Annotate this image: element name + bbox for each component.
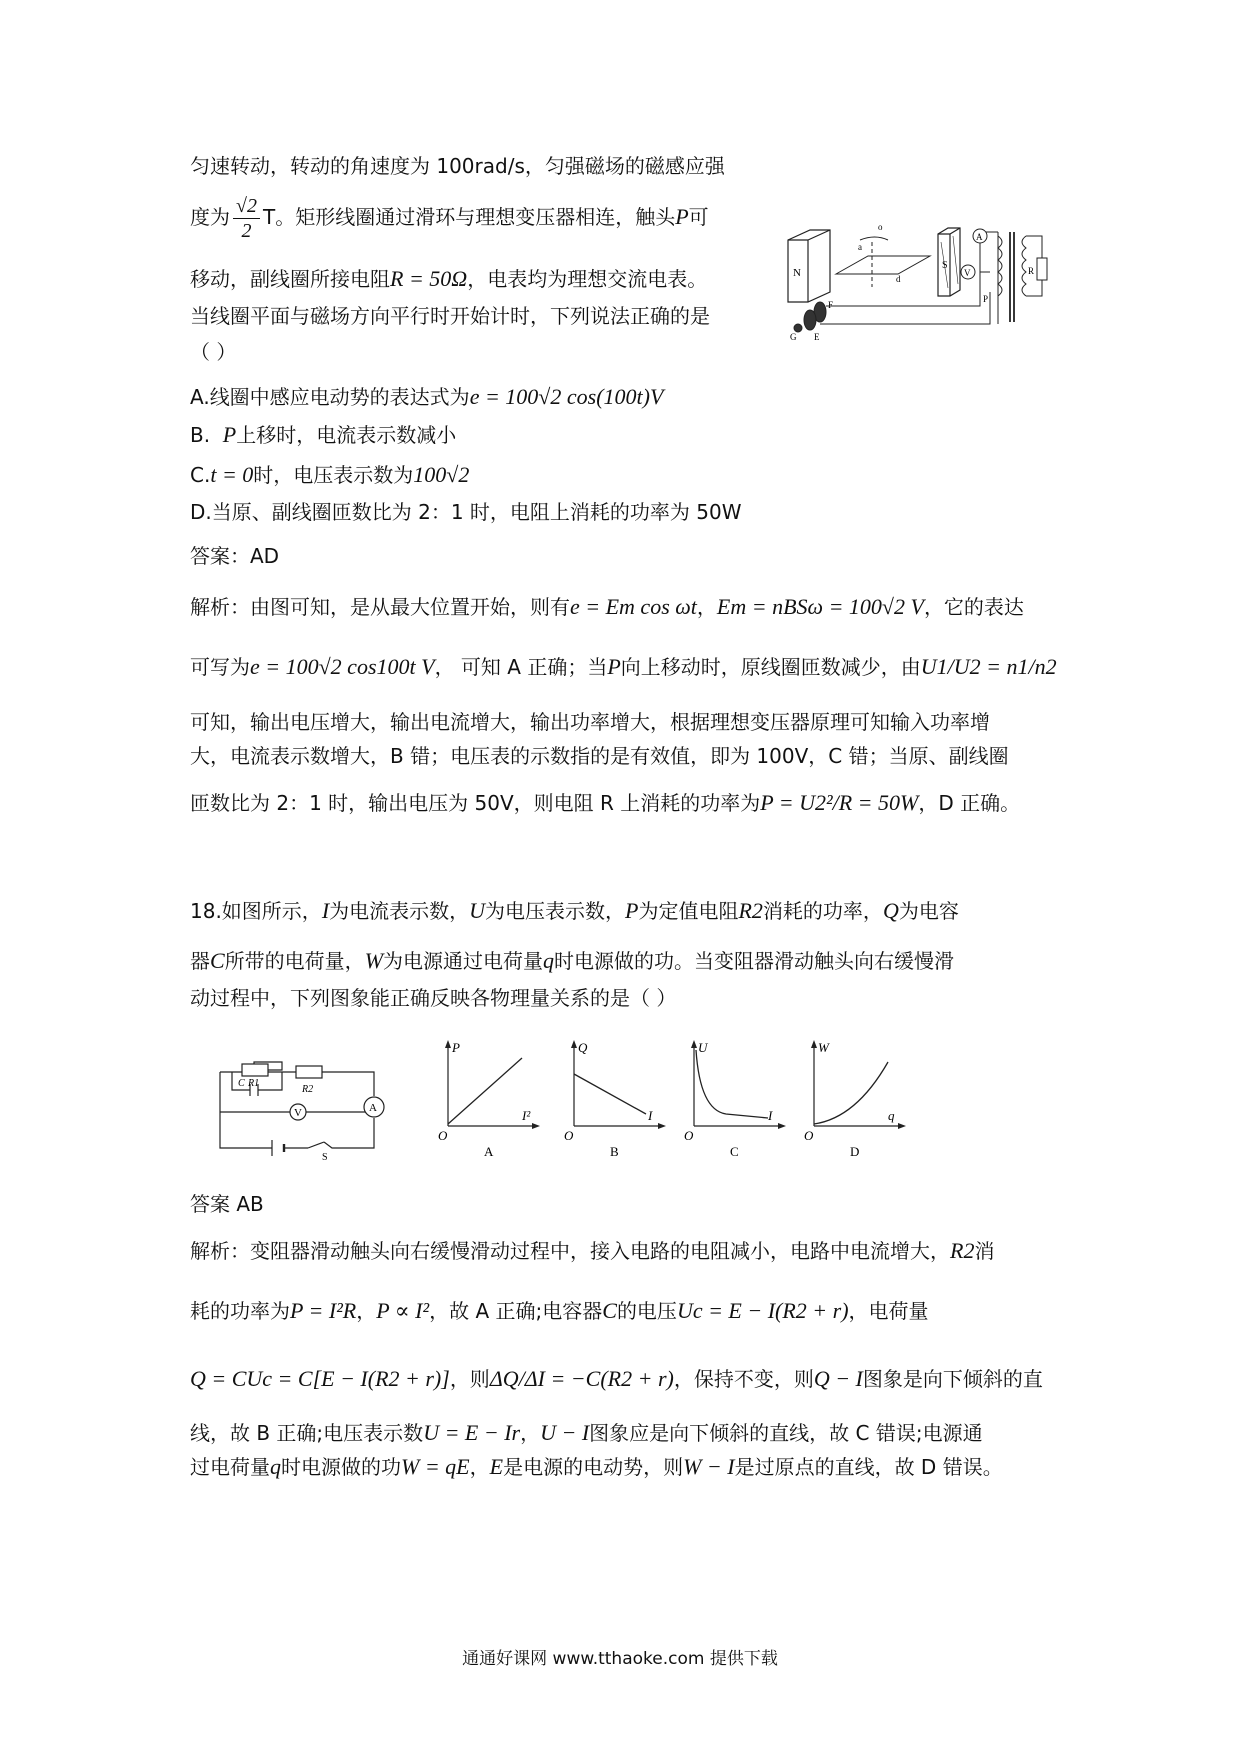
fig-label-V: V bbox=[964, 268, 971, 278]
q18-l2-a: 器 bbox=[190, 949, 210, 973]
q17-exp5-post: ，D 正确。 bbox=[918, 791, 1021, 815]
q18-l1-a: 18.如图所示， bbox=[190, 899, 322, 923]
q17-option-a-expr: e = 100√2 cos(100t)V bbox=[469, 384, 664, 409]
slip-rings bbox=[794, 302, 826, 332]
q18-e4-b: ， bbox=[520, 1421, 541, 1445]
graph-y-arrow bbox=[571, 1040, 577, 1048]
q18-l1-e: 消耗的功率， bbox=[762, 899, 883, 923]
q17-b-fraction bbox=[233, 196, 260, 241]
q18-circuit-figure bbox=[212, 1050, 392, 1163]
fig-label-P: P bbox=[983, 294, 989, 304]
q17-option-b bbox=[190, 424, 456, 446]
q18-e2-eq1: P = I²R bbox=[290, 1298, 357, 1323]
q17-option-b-label: B. bbox=[190, 423, 211, 447]
graph-y-arrow bbox=[811, 1040, 817, 1048]
q17-option-c-val: 100√2 bbox=[413, 462, 470, 487]
q18-l1-R2: R2 bbox=[738, 898, 763, 923]
q18-e5-b: 时电源做的功 bbox=[281, 1455, 401, 1479]
q18-l1-P: P bbox=[625, 898, 639, 923]
q18-explanation-2 bbox=[190, 1300, 929, 1322]
q18-e2-eq2: P ∝ I² bbox=[376, 1298, 430, 1323]
q18-e5-e: 是过原点的直线，故 D 错误。 bbox=[734, 1455, 1003, 1479]
q18-explanation-4 bbox=[190, 1422, 983, 1444]
q18-answer: 答案 AB bbox=[190, 1192, 264, 1216]
q18-label-V: V bbox=[294, 1107, 302, 1119]
q17-line1: 匀速转动，转动的角速度为 100rad/s，匀强磁场的磁感应强 bbox=[190, 154, 725, 178]
graph-x-arrow bbox=[658, 1123, 666, 1129]
q17-exp1-pre: 解析：由图可知，是从最大位置开始，则有 bbox=[190, 595, 570, 619]
q18-e3-eq1: Q = CUc = C[E − I(R2 + r)] bbox=[190, 1366, 450, 1391]
q17-generator-transformer-figure bbox=[780, 212, 1060, 342]
q18-e5-d: 是电源的电动势，则 bbox=[503, 1455, 684, 1479]
q17-line3-R: R = 50Ω bbox=[390, 266, 468, 291]
graph-option-label: C bbox=[730, 1144, 739, 1159]
graph-origin-label: O bbox=[564, 1128, 574, 1143]
q17-line5: （ ） bbox=[190, 340, 237, 364]
q18-e2-C: C bbox=[602, 1298, 617, 1323]
q17-option-b-P: P bbox=[222, 422, 237, 447]
q18-e1-a: 解析：变阻器滑动触头向右缓慢滑动过程中，接入电路的电阻减小，电路中电流增大， bbox=[190, 1239, 950, 1263]
q17-line3 bbox=[190, 268, 707, 290]
q18-label-S: S bbox=[322, 1152, 328, 1163]
q18-e4-eq2: U − I bbox=[540, 1420, 590, 1445]
q17-line4: 当线圈平面与磁场方向平行时开始计时，下列说法正确的是 bbox=[190, 304, 710, 328]
q17-line2 bbox=[190, 196, 709, 241]
q18-l1-f: 为电容 bbox=[898, 899, 959, 923]
graph-curve bbox=[574, 1074, 646, 1114]
fig-label-d: d bbox=[896, 274, 901, 284]
q18-line2 bbox=[190, 950, 954, 972]
q17-option-c-pre: C. bbox=[190, 463, 211, 487]
fig-label-E: E bbox=[814, 332, 820, 342]
graph-option-label: A bbox=[484, 1144, 494, 1159]
q18-label-A: A bbox=[369, 1102, 377, 1114]
graph-x-arrow bbox=[778, 1123, 786, 1129]
q18-e1-R2: R2 bbox=[950, 1238, 975, 1263]
q18-e4-c: 图象应是向下倾斜的直线，故 C 错误;电源通 bbox=[589, 1421, 983, 1445]
q17-explanation-2 bbox=[190, 656, 1057, 678]
q17-frac-num: √2 bbox=[233, 196, 260, 219]
q18-l2-c: 为电源通过电荷量 bbox=[383, 949, 544, 973]
fig-label-S: S bbox=[942, 260, 948, 271]
q18-e3-eq2: ΔQ/ΔI = −C(R2 + r) bbox=[489, 1366, 674, 1391]
q17-explanation-5 bbox=[190, 792, 1020, 814]
q18-e3-b: ，保持不变，则 bbox=[673, 1367, 814, 1391]
q18-e1-b: 消 bbox=[974, 1239, 995, 1263]
q17-exp2-P: P bbox=[607, 654, 621, 679]
transformer-icon bbox=[998, 232, 1047, 322]
q17-exp2-pre: 可写为 bbox=[190, 655, 250, 679]
graph-option-label: B bbox=[610, 1144, 619, 1159]
q17-option-c-post: 时，电压表示数为 bbox=[253, 463, 414, 487]
q18-explanation-3 bbox=[190, 1368, 1043, 1390]
q18-l1-c: 为电压表示数， bbox=[485, 899, 626, 923]
graph-y-label: U bbox=[698, 1040, 708, 1055]
graph-y-label: Q bbox=[578, 1040, 588, 1055]
q18-l2-C: C bbox=[210, 948, 225, 973]
page-footer: 通通好课网 www.tthaoke.com 提供下载 bbox=[462, 1649, 778, 1669]
graph-x-arrow bbox=[898, 1123, 906, 1129]
q18-label-R1: R1 bbox=[248, 1078, 260, 1089]
q17-exp5-pre: 匝数比为 2：1 时，输出电压为 50V，则电阻 R 上消耗的功率为 bbox=[190, 791, 761, 815]
graph-c bbox=[686, 1040, 796, 1160]
q17-exp2-frac: U1/U2 = n1/n2 bbox=[920, 654, 1057, 679]
q18-e4-eq1: U = E − Ir bbox=[423, 1420, 521, 1445]
graph-x-label: q bbox=[888, 1108, 895, 1123]
fig-label-G: G bbox=[790, 332, 797, 342]
q18-e4-a: 线，故 B 正确;电压表示数 bbox=[190, 1421, 424, 1445]
graph-origin-label: O bbox=[804, 1128, 814, 1143]
q17-line2-post: T。矩形线圈通过滑环与理想变压器相连，触头 bbox=[262, 205, 676, 229]
q18-explanation-1 bbox=[190, 1240, 994, 1262]
q17-line3-pre: 移动，副线圈所接电阻 bbox=[190, 267, 390, 291]
q18-l2-d: 时电源做的功。当变阻器滑动触头向右缓慢滑 bbox=[554, 949, 955, 973]
q18-e2-a: 耗的功率为 bbox=[190, 1299, 290, 1323]
q18-e2-e: ，电荷量 bbox=[848, 1299, 929, 1323]
q18-e5-E: E bbox=[489, 1454, 504, 1479]
q18-e5-q: q bbox=[270, 1454, 281, 1479]
q17-option-c bbox=[190, 464, 469, 486]
graph-y-arrow bbox=[691, 1040, 697, 1048]
q17-line2-P: P bbox=[675, 204, 689, 229]
q17-exp2-post: 向上移动时，原线圈匝数减少，由 bbox=[620, 655, 921, 679]
graph-origin-label: O bbox=[684, 1128, 694, 1143]
q17-exp2-mid: ， 可知 A 正确；当 bbox=[434, 655, 608, 679]
q18-label-C: C bbox=[238, 1078, 245, 1089]
q17-option-c-t: t = 0 bbox=[210, 462, 254, 487]
q17-frac-den: 2 bbox=[241, 220, 252, 242]
graph-x-label: I bbox=[768, 1108, 773, 1123]
q18-l2-q: q bbox=[543, 948, 555, 973]
graph-x-label: I bbox=[648, 1108, 653, 1123]
q18-e5-a: 过电荷量 bbox=[190, 1455, 270, 1479]
q17-exp1-mid: ， bbox=[696, 595, 717, 619]
q18-line3: 动过程中，下列图象能正确反映各物理量关系的是（ ） bbox=[190, 986, 677, 1010]
fig-label-R: R bbox=[1028, 266, 1035, 276]
q18-l2-b: 所带的电荷量， bbox=[224, 949, 365, 973]
q18-l1-I: I bbox=[321, 898, 330, 923]
q18-e3-eq3: Q − I bbox=[813, 1366, 863, 1391]
q17-line2-pre: 度为 bbox=[190, 205, 230, 229]
q18-l1-b: 为电流表示数， bbox=[329, 899, 470, 923]
graph-y-label: P bbox=[452, 1040, 460, 1055]
graph-option-label: D bbox=[850, 1144, 860, 1159]
q18-l1-U: U bbox=[469, 898, 486, 923]
q18-e5-eq2: W − I bbox=[683, 1454, 735, 1479]
q18-e3-c: 图象是向下倾斜的直 bbox=[862, 1367, 1043, 1391]
q17-exp5-eq: P = U2²/R = 50W bbox=[760, 790, 919, 815]
fig-label-o: o bbox=[878, 222, 883, 232]
fig-label-a: a bbox=[858, 242, 862, 252]
graph-curve bbox=[696, 1050, 768, 1118]
fig-label-F: F bbox=[828, 300, 834, 310]
q18-e3-a: ，则 bbox=[449, 1367, 490, 1391]
q17-explanation-1 bbox=[190, 596, 1024, 618]
q17-exp1-eq1: e = Em cos ωt bbox=[570, 594, 697, 619]
q18-e2-d: 的电压 bbox=[616, 1299, 677, 1323]
q18-e5-eq1: W = qE bbox=[401, 1454, 470, 1479]
q17-explanation-3: 可知，输出电压增大，输出电流增大，输出功率增大，根据理想变压器原理可知输入功率增 bbox=[190, 710, 990, 734]
q18-l1-Q: Q bbox=[882, 898, 899, 923]
q17-option-b-text: 上移时，电流表示数减小 bbox=[236, 423, 457, 447]
q17-option-a-pre: A.线圈中感应电动势的表达式为 bbox=[190, 385, 470, 409]
q18-line1 bbox=[190, 900, 959, 922]
q18-e2-eq3: Uc = E − I(R2 + r) bbox=[676, 1298, 849, 1323]
fig-label-A: A bbox=[976, 232, 983, 242]
q18-e2-b: ， bbox=[356, 1299, 377, 1323]
q18-e2-c: ，故 A 正确;电容器 bbox=[429, 1299, 603, 1323]
q17-option-d: D.当原、副线圈匝数比为 2：1 时，电阻上消耗的功率为 50W bbox=[190, 500, 742, 524]
graph-curve bbox=[814, 1062, 888, 1124]
q17-line3-post: ，电表均为理想交流电表。 bbox=[467, 267, 708, 291]
graph-x-label: I² bbox=[522, 1108, 531, 1123]
q18-label-R2: R2 bbox=[302, 1084, 314, 1095]
graph-x-arrow bbox=[532, 1123, 540, 1129]
graph-b bbox=[566, 1040, 676, 1160]
q17-option-a bbox=[190, 386, 663, 408]
graph-d bbox=[806, 1040, 916, 1160]
q17-exp1-eq2: Em = nBSω = 100√2 V bbox=[716, 594, 924, 619]
q17-line2-tail: 可 bbox=[688, 205, 709, 229]
q17-exp1-post: ，它的表达 bbox=[923, 595, 1024, 619]
q17-answer: 答案：AD bbox=[190, 544, 280, 568]
graph-a bbox=[440, 1040, 550, 1160]
graph-origin-label: O bbox=[438, 1128, 448, 1143]
coil bbox=[836, 237, 930, 287]
north-magnet bbox=[788, 230, 830, 302]
q18-l2-W: W bbox=[364, 948, 384, 973]
q17-exp2-eq: e = 100√2 cos100t V bbox=[250, 654, 435, 679]
graph-curve bbox=[448, 1058, 522, 1124]
q17-explanation-4: 大，电流表示数增大，B 错；电压表的示数指的是有效值，即为 100V，C 错；当原、副线圈 bbox=[190, 744, 1009, 768]
q18-explanation-5 bbox=[190, 1456, 1003, 1478]
graph-y-arrow bbox=[445, 1040, 451, 1048]
graph-y-label: W bbox=[818, 1040, 829, 1055]
fig-label-N: N bbox=[793, 267, 801, 279]
q18-e5-c: ， bbox=[469, 1455, 490, 1479]
q18-l1-d: 为定值电阻 bbox=[638, 899, 739, 923]
